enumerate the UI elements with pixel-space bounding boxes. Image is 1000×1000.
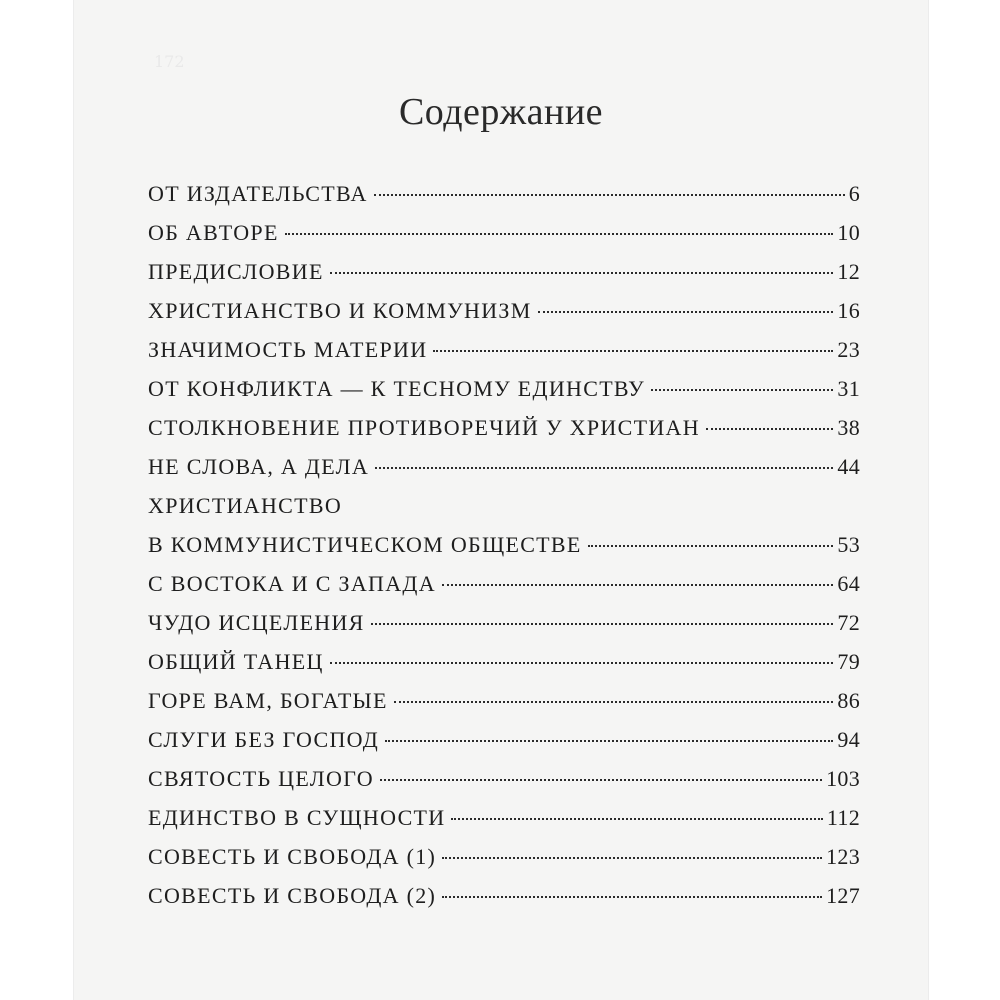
- toc-entry: [148, 220, 860, 259]
- book-page: [74, 0, 928, 1000]
- toc-entry: [148, 688, 860, 727]
- toc-entry: [148, 259, 860, 298]
- dot-leader: [385, 740, 833, 742]
- toc-entry-page: 23: [837, 337, 860, 362]
- dot-leader: [433, 350, 833, 352]
- dot-leader: [394, 701, 834, 703]
- toc-entry-title: ХРИСТИАНСТВО: [148, 493, 343, 518]
- table-of-contents: [148, 181, 860, 922]
- toc-entry-page: 31: [837, 376, 860, 401]
- toc-entry-title: ХРИСТИАНСТВО И КОММУНИЗМ: [148, 298, 532, 323]
- toc-entry-page: 53: [837, 532, 860, 557]
- toc-entry-title: ЕДИНСТВО В СУЩНОСТИ: [148, 805, 446, 830]
- toc-entry-title: ПРЕДИСЛОВИЕ: [148, 259, 324, 284]
- toc-entry-page: 103: [826, 766, 860, 791]
- dot-leader: [442, 896, 822, 898]
- toc-entry: [148, 649, 860, 688]
- toc-entry: [148, 805, 860, 844]
- dot-leader: [375, 467, 833, 469]
- toc-entry-page: 38: [837, 415, 860, 440]
- toc-entry: [148, 571, 860, 610]
- toc-entry-page: 86: [837, 688, 860, 713]
- toc-entry-page: 72: [837, 610, 860, 635]
- toc-entry: [148, 337, 860, 376]
- dot-leader: [706, 428, 834, 430]
- toc-entry-page: 123: [826, 844, 860, 869]
- toc-entry-title: ГОРЕ ВАМ, БОГАТЫЕ: [148, 688, 388, 713]
- toc-entry-title: С ВОСТОКА И С ЗАПАДА: [148, 571, 436, 596]
- toc-entry: [148, 532, 860, 571]
- toc-entry-title: ЗНАЧИМОСТЬ МАТЕРИИ: [148, 337, 428, 362]
- toc-entry-title: СВЯТОСТЬ ЦЕЛОГО: [148, 766, 374, 791]
- dot-leader: [442, 584, 833, 586]
- toc-entry-title: ОБ АВТОРЕ: [148, 220, 279, 245]
- toc-entry-page: 44: [837, 454, 860, 479]
- toc-entry: [148, 298, 860, 337]
- toc-entry-title: ЧУДО ИСЦЕЛЕНИЯ: [148, 610, 365, 635]
- toc-heading: Содержание: [398, 91, 604, 133]
- toc-entry: [148, 376, 860, 415]
- dot-leader: [442, 857, 822, 859]
- toc-entry-continued: [148, 493, 860, 532]
- toc-entry-page: 6: [848, 181, 860, 206]
- dot-leader: [538, 311, 834, 313]
- toc-entry-title: В КОММУНИСТИЧЕСКОМ ОБЩЕСТВЕ: [148, 532, 582, 557]
- toc-entry-page: 79: [837, 649, 860, 674]
- toc-entry-title: ОТ ИЗДАТЕЛЬСТВА: [148, 181, 368, 206]
- toc-entry-page: 94: [837, 727, 860, 752]
- toc-entry: [148, 844, 860, 883]
- toc-entry-title: ОТ КОНФЛИКТА — К ТЕСНОМУ ЕДИНСТВУ: [148, 376, 646, 401]
- toc-entry-page: 64: [837, 571, 860, 596]
- toc-entry-page: 16: [837, 298, 860, 323]
- toc-entry-page: 127: [826, 883, 860, 908]
- toc-entry-title: СТОЛКНОВЕНИЕ ПРОТИВОРЕЧИЙ У ХРИСТИАН: [148, 415, 700, 440]
- toc-entry-page: 10: [837, 220, 860, 245]
- toc-entry: [148, 766, 860, 805]
- toc-entry: [148, 415, 860, 454]
- dot-leader: [330, 272, 834, 274]
- toc-entry-title: ОБЩИЙ ТАНЕЦ: [148, 649, 324, 674]
- toc-entry: [148, 181, 860, 220]
- toc-entry-page: 12: [837, 259, 860, 284]
- toc-entry: [148, 454, 860, 493]
- toc-entry-title: СОВЕСТЬ И СВОБОДА (2): [148, 883, 437, 908]
- dot-leader: [451, 818, 822, 820]
- dot-leader: [285, 233, 834, 235]
- dot-leader: [588, 545, 834, 547]
- toc-entry: [148, 610, 860, 649]
- dot-leader: [330, 662, 834, 664]
- page-number-tab: 172: [154, 52, 185, 71]
- toc-entry: [148, 883, 860, 922]
- dot-leader: [380, 779, 822, 781]
- toc-entry-title: СЛУГИ БЕЗ ГОСПОД: [148, 727, 380, 752]
- toc-entry-page: 112: [826, 805, 860, 830]
- toc-entry: [148, 727, 860, 766]
- dot-leader: [651, 389, 833, 391]
- dot-leader: [371, 623, 834, 625]
- toc-entry-title: СОВЕСТЬ И СВОБОДА (1): [148, 844, 437, 869]
- dot-leader: [374, 194, 845, 196]
- toc-entry-title: НЕ СЛОВА, А ДЕЛА: [148, 454, 370, 479]
